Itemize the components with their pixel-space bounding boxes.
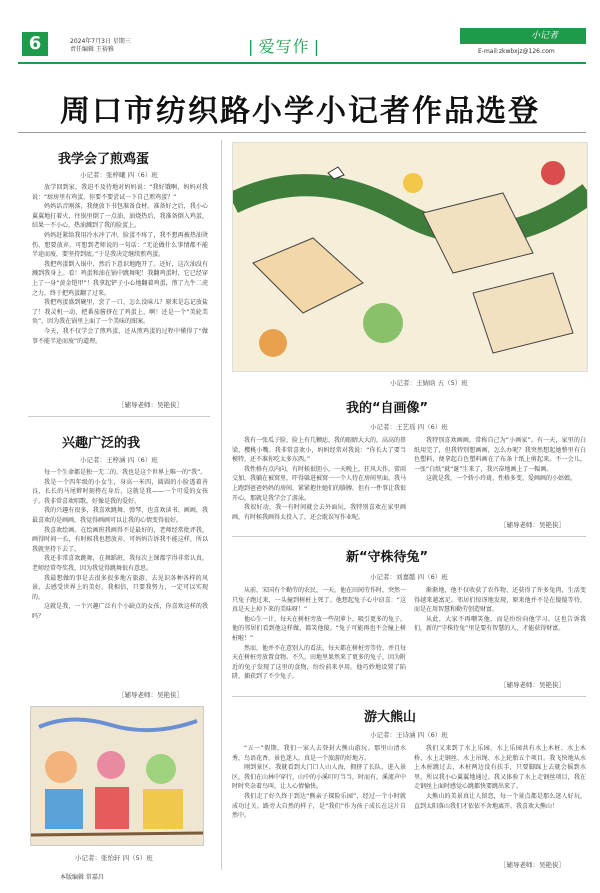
paragraph: 然而，他并不在意别人的看法，每天都在树桩旁等待，并且每天在树桩旁放置食物。不久，田地里果然来了更多的兔子，因为附近的兔子发现了这里的食物，纷纷前来享用。他巧妙地设置了陷阱，捕获到了不少兔子。 [232,644,407,681]
kids-drawing-caption: 小记者：张怡轩 四（5）班 [75,854,153,862]
article-body-fried-egg [32,183,208,346]
kids-drawing [30,706,204,846]
paragraph: 我性格有点内向，有时候很胆小，一天晚上，狂风大作，雷雨交加，我躺在被窝里，吓得躲进被窝一一个人待在房间里面。我马上跑到爸爸妈妈的房间，紧紧抱住她们的胳膊。但有一件事让我很开心，那就是我学会了游泳。 [232,465,407,502]
date-text: 2024年7月3日 星期三 [70,38,131,45]
paragraph: 我的兴趣有很多，我喜欢跳舞、弹琴，也喜欢读书、画画，我最喜欢的是画画，我觉得画画可以让我的心情变得很好。 [32,507,208,524]
paragraph: 渐渐地，他不仅收获了农作物，还获得了许多兔肉，生活变得越来越富足。邻居们惊讶地发现，原来他并不是在傻傻等待，而是在用智慧和勤劳创造财富。 [414,587,586,614]
column-divider [221,140,222,870]
page-header [0,0,600,60]
article-body-interests [32,468,208,622]
paragraph: 今天，我不仅学会了煎鸡蛋，还从煎鸡蛋的过程中懂得了“做事不能半途而废”的道理。 [32,327,208,345]
article-body-bear-mountain-col1 [232,744,406,821]
section-label: 爱写作 [258,37,310,56]
divider [232,696,586,697]
paragraph: 刚到景区，我就看到大门口人山人海，拥挤了长队，进入景区，我们在山林中穿行，山中的小溪叮叮当当，时而有，溪流声中时时夹杂着鸟叫，让人心情愉快。 [232,764,407,791]
title-rule [18,132,586,133]
paragraph: 我们又来到了水上乐园，水上乐园共有水上木桩、水上木桥、水上走钢丝、水上吊绳、水上轮胎五个项目。我飞快地从水上木桩跳过去，木桩两边没有扶手，只要脚踩上去就会摇到水里，所以我小心翼翼地通过。我又体验了水上走钢丝项目，我在走钢丝上面时感觉心跳都快要跳出来了。 [414,745,586,791]
teacher-credit: ［辅导老师：吴艳侠］ [500,861,565,869]
teacher-credit: ［辅导老师：吴艳侠］ [118,401,183,409]
article-body-self-portrait-col2 [414,436,586,484]
kids-drawing-art [31,707,204,846]
brand-banner [460,28,586,44]
article-title-bear-mountain: 游大熊山 [364,710,417,725]
paragraph: 这就是我，一个娇小玲珑、性格多变、爱画画的小姑娘。 [426,475,577,483]
paragraph: 我最想做的事是去很多很多地方旅游，去见识各种各样的风景，去感受世界上的美好。我相信，只要我努力，一定可以实现的。 [32,574,208,601]
paragraph: 我有一张瓜子脸，脸上有几颗痣，我的眼睛大大的，高高的鼻梁，樱桃小嘴。我非常喜欢小，妈妈经常对我说：“你长大了要当模特，还不准你吃太多东西。” [232,437,407,464]
paragraph: 我还非常喜欢跳舞，在舞蹈班，我每次上课都学得非常认真，老师经常夸奖我，因为我觉得跳舞很有意思。 [32,555,208,572]
garden-drawing-caption: 小记者：王婧晗 五（5）班 [390,379,468,387]
garden-drawing-art [233,143,588,372]
byline: 小记者：王梓涵 四（6）班 [80,456,158,464]
page-editor-footer: 本版编辑 常嘉昌 [60,874,104,881]
paragraph: 这就是我，一个兴趣广泛有个小缺点的女孩，你喜欢这样的我吗？ [32,603,208,620]
article-body-rabbit-col1 [232,586,406,682]
article-body-self-portrait-col1 [232,436,406,522]
paragraph: “五一”假期，我们一家人去登封大熊山游玩。那里山清水秀，鸟语花香，景色迷人，真是一个旅游的好地方。 [232,745,406,762]
main-title: 周口市纺织路小学小记者作品选登 [60,94,540,129]
paragraph: 我很好动，我一有时间就会去外面玩，我特别喜欢在家里画画，有时候我画得太投入了，还会耽误写作业呢。 [232,504,406,521]
paragraph: 我把鸡蛋盛到碗里，尝了一口，怎么没味儿？原来是忘记放盐了！我灵机一动，把番茄酱挤在了鸡蛋上，啊！还是一个“美轮美奂”，因为我在锅里上面了一个美味的图案。 [32,299,208,326]
paragraph: 我把鸡蛋倒入锅中，然后下意识地跑开了。还好，这次油没有溅到我身上。看！鸡蛋和油在锅中跳舞呢！我翻鸡蛋时，它已经穿上了一身“黄金铠甲”！我拿起铲子小心地翻着鸡蛋，煎了九牛二虎之力，终于把鸡蛋翻了过来。 [32,260,208,297]
brand-label: 小记者 [530,31,558,41]
paragraph: 放学回到家，我迫不及待地对妈妈说：“我好饿啊，妈妈对我说：“厨房里有鸡蛋，你要不要尝试一下自己煎鸡蛋？” [32,184,208,201]
byline: 小记者：王艺瑶 四（6）班 [370,423,448,431]
issue-date [70,38,131,54]
paragraph: 妈妈赶紧给我用冷水冲了冲，脸蛋不疼了，我不想再被热油烫伤，想要放弃。可想到老师说的一句话：“无论做什么事情都不能半途而废，要坚持到底。”于是我决定继续煎鸡蛋。 [32,231,208,259]
paragraph: 他心生一计，每天在树桩旁放一些胡萝卜，吸引更多的兔子。他的邻居们看到他这样做，都笑他傻。“兔子可能再也不会撞上树桩啦！” [232,615,407,642]
teacher-credit: ［辅导老师：吴艳侠］ [500,521,565,529]
editor-text: 责任编辑 王裕雅 [70,46,114,53]
page-number: 6 [22,32,48,56]
paragraph: 我们走了好久终于到达“熊亲子探险乐园”，经过一个小时就成功过关。路旁大自然的样子，是“我们”作为孩子成长在这片自然中。 [232,792,406,820]
article-title-self-portrait: 我的“自画像” [346,401,429,416]
article-body-rabbit-col2 [414,586,586,634]
email-text: E-mail:zkwbxjz@126.com [478,48,555,55]
header-rule [18,62,586,64]
byline: 小记者：刘嘉懿 四（6）班 [370,573,448,581]
paragraph: 从此，大家不再嘲笑他，而是纷纷向他学习。这也告诉我们，新的“守株待兔”里是要有智慧的人，才能获得财富。 [414,615,586,633]
paragraph: 每一个生命都是独一无二的，我也是这个世界上唯一的“我”。 [44,469,207,476]
byline: 小记者：王诗涵 四（6）班 [370,731,448,739]
section-name: | 爱写作 | [248,37,321,56]
byline: 小记者：张梓曦 四（6）班 [80,171,158,179]
paragraph: 妈妈话音刚落，我便放下书包准备食材。准备好之后，我小心翼翼地打着火，往锅里倒了一点油，油烧热后，我准备倒入鸡蛋，结果一不小心，热油溅到了我的脸蛋上。 [32,203,208,230]
article-body-bear-mountain-col2 [414,744,586,811]
garden-drawing [232,142,588,372]
paragraph: 我特别喜欢画画，常称自己为“小画家”。有一天，家里的白纸用完了，但我特别想画画，怎么办呢？我突然想起她整里有白色塑料，便拿起白色塑料画在了布条十纸上剪起来。不一会儿，一张“白纸”就“诞”生来了，我兴奋地画上了一幅画。 [414,437,586,473]
paragraph: 大熊山的美景真让人留恋，每一个景点都是那么迷人好玩，直到太阳落山我们才依依不舍地离开。我喜欢大熊山！ [414,792,586,810]
paragraph: 我是一个四年级的小女生，身高一米四，圆圆的小脸透着善良，长长的马尾辫时刻挎在身后，这就是我——一个可爱的女孩子。我非常喜欢唱歌，好像是我的爱好。 [32,478,208,505]
divider [28,416,210,417]
teacher-credit: ［辅导老师：吴艳侠］ [118,691,183,699]
article-title-fried-egg: 我学会了煎鸡蛋 [58,152,150,167]
teacher-credit: ［辅导老师：吴艳侠］ [500,681,565,689]
paragraph: 从前，宋国有个勤劳的农民，一天，他在田间劳作时，突然一只兔子跑过来，一头撞到树桩上死了。他想起兔子心中窃喜：“这真是天上掉下来的美味呀！” [232,587,407,614]
article-title-interests: 兴趣广泛的我 [62,436,141,451]
paragraph: 我喜欢绘画。在绘画班我画得不是最好的，老师经常批评我，画得时间一长，有时候我也想放弃，可妈妈告诉我不能这样，所以我就坚持下去了。 [32,526,208,553]
article-title-rabbit: 新“守株待兔” [346,550,429,565]
divider [232,536,586,537]
